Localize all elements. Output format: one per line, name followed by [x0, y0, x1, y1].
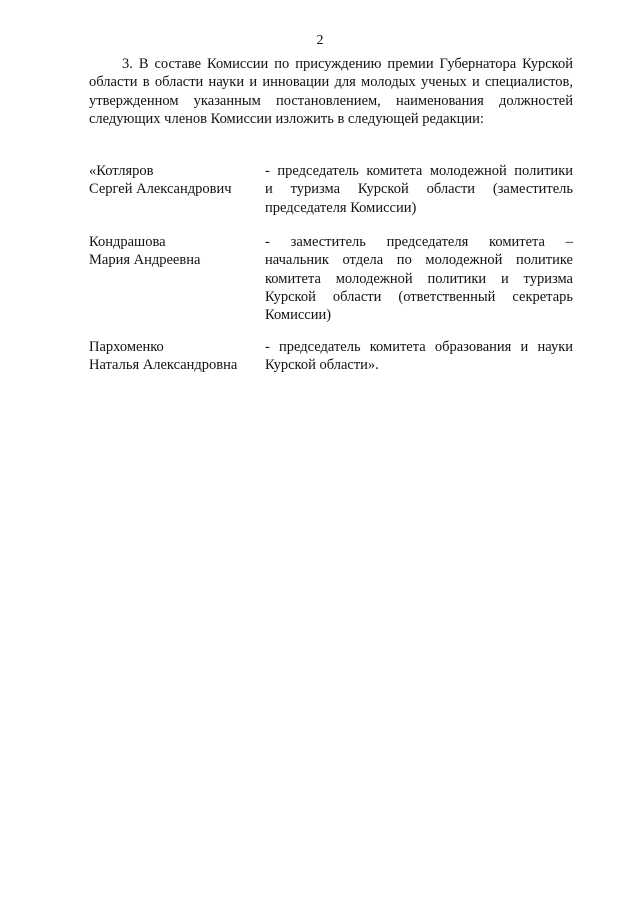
- member-surname: Пархоменко: [89, 339, 164, 355]
- role-line: - председатель комитета молодежной политики: [265, 163, 573, 179]
- role-line: и туризма Курской области (заместитель: [265, 181, 573, 198]
- role-line: Курской области».: [265, 357, 379, 374]
- member-given-names: Наталья Александровна: [89, 357, 238, 374]
- role-line: председателя Комиссии): [265, 199, 417, 216]
- role-line: Комиссии): [265, 307, 332, 324]
- amendment-paragraph: 3. В составе Комиссии по присуждению премии Губернатора Курской области в области науки и инновации для молодых ученых и специалистов, утвержденном указанным постановлением, наименования должностей следующих членов Комиссии изложить в следующей редакции:: [89, 56, 573, 127]
- role-line: начальник отдела по молодежной политике: [265, 252, 573, 269]
- role-line: Курской области (ответственный секретарь: [265, 288, 573, 305]
- role-line: комитета молодежной политики и туризма: [265, 270, 573, 287]
- member-given-names: Сергей Александрович: [89, 181, 232, 198]
- role-line: - председатель комитета образования и науки: [265, 339, 573, 355]
- member-role: [265, 233, 573, 324]
- member-name: [89, 162, 259, 199]
- role-line: - заместитель председателя комитета –: [265, 234, 573, 250]
- member-surname: Кондрашова: [89, 234, 166, 250]
- member-role: [265, 338, 573, 375]
- member-given-names: Мария Андреевна: [89, 252, 201, 269]
- page-number: 2: [316, 33, 324, 48]
- member-surname: «Котляров: [89, 163, 154, 179]
- member-role: [265, 162, 573, 217]
- member-name: [89, 233, 259, 270]
- member-name: [89, 338, 259, 375]
